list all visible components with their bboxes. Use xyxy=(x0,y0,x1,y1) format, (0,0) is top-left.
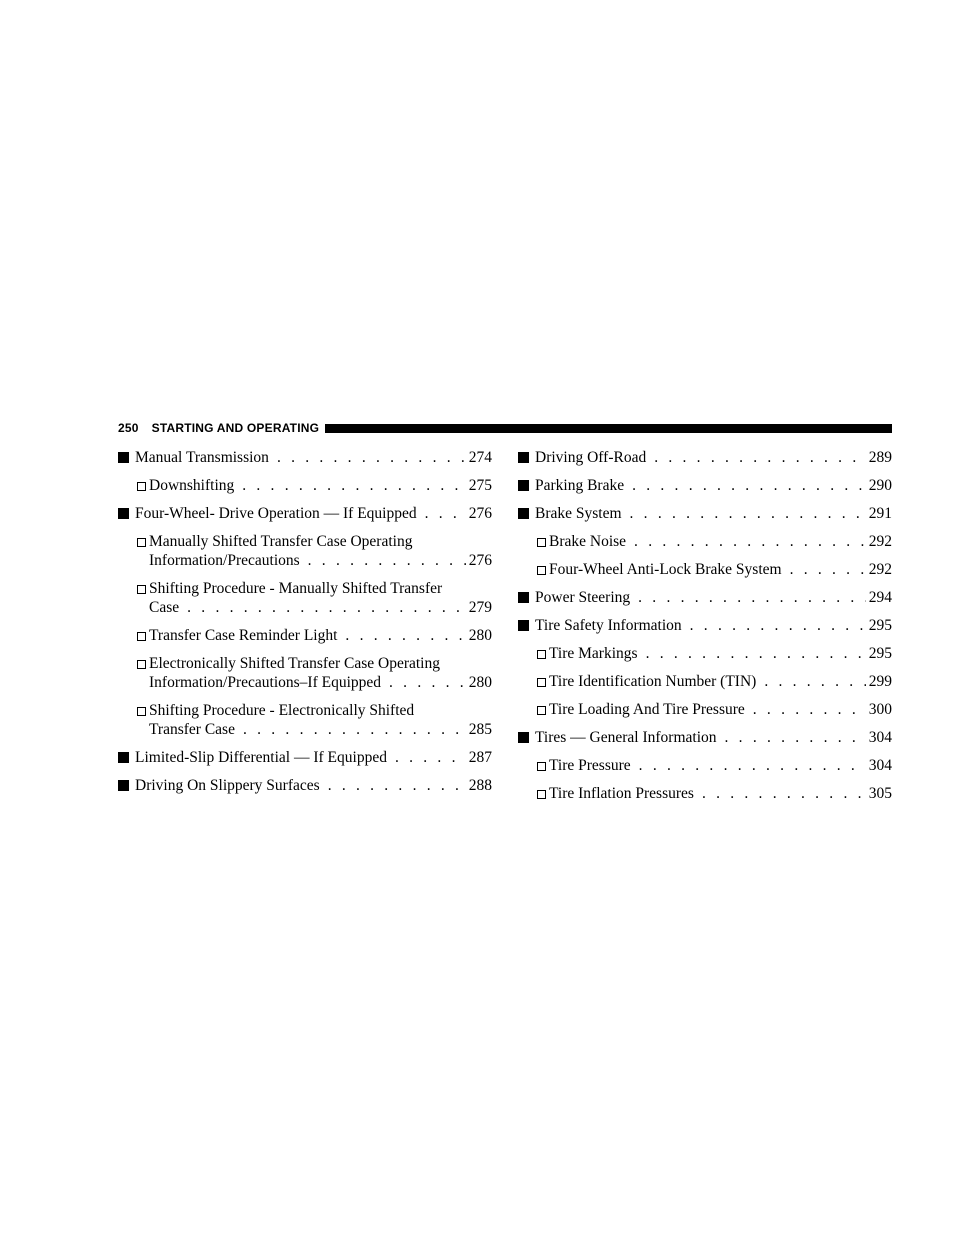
open-square-bullet-icon xyxy=(137,626,149,645)
header-rule xyxy=(325,424,892,433)
dot-leader xyxy=(345,626,465,645)
open-square-bullet-icon xyxy=(137,579,149,598)
toc-entry-title: Manually Shifted Transfer Case Operating xyxy=(149,533,413,550)
toc-entry-title: Driving On Slippery Surfaces xyxy=(135,777,320,794)
toc-entry-title: Downshifting xyxy=(149,477,235,494)
filled-square-bullet-icon xyxy=(118,504,135,523)
filled-square-bullet-icon xyxy=(518,588,535,607)
filled-square-bullet-icon xyxy=(518,616,535,635)
toc-entry[interactable] xyxy=(518,616,892,635)
toc-entry[interactable] xyxy=(518,448,892,467)
toc-entry-title: Limited-Slip Differential — If Equipped xyxy=(135,749,387,766)
toc-entry-title: Manual Transmission xyxy=(135,449,269,466)
open-square-bullet-icon xyxy=(137,532,149,551)
dot-leader xyxy=(328,776,466,795)
toc-entry[interactable] xyxy=(518,504,892,523)
toc-entry-title: Shifting Procedure - Manually Shifted Transfer xyxy=(149,580,443,597)
toc-entry[interactable] xyxy=(118,776,492,795)
toc-entry-title: Transfer Case Reminder Light xyxy=(149,627,338,644)
toc-left-column xyxy=(118,448,492,804)
toc-entry-title: Brake System xyxy=(535,505,622,522)
open-square-bullet-icon xyxy=(537,644,549,663)
dot-leader xyxy=(632,476,866,495)
toc-entry-title: Shifting Procedure - Electronically Shifted xyxy=(149,702,415,719)
dot-leader xyxy=(764,672,865,691)
toc-page-number: 285 xyxy=(468,721,492,738)
toc-page-number: 280 xyxy=(468,674,492,691)
dot-leader xyxy=(639,756,866,775)
toc-page-number: 276 xyxy=(468,552,492,569)
dot-leader xyxy=(725,728,866,747)
dot-leader xyxy=(277,448,466,467)
dot-leader xyxy=(242,476,466,495)
filled-square-bullet-icon xyxy=(118,748,135,767)
toc-page-number: 291 xyxy=(868,505,892,522)
toc-entry-title: Brake Noise xyxy=(549,533,627,550)
toc-entry-title: Tires — General Information xyxy=(535,729,717,746)
open-square-bullet-icon xyxy=(137,654,149,673)
toc-entry-title: Transfer Case xyxy=(149,721,235,738)
toc-page-number: 274 xyxy=(468,449,492,466)
toc-page-number: 276 xyxy=(468,505,492,522)
toc-page-number: 280 xyxy=(468,627,492,644)
filled-square-bullet-icon xyxy=(118,776,135,795)
open-square-bullet-icon xyxy=(537,784,549,803)
toc-entry-title: Tire Inflation Pressures xyxy=(549,785,694,802)
toc-page-number: 275 xyxy=(468,477,492,494)
toc-page-number: 279 xyxy=(468,599,492,616)
dot-leader xyxy=(638,588,866,607)
dot-leader xyxy=(654,448,866,467)
toc-subentry[interactable] xyxy=(518,672,892,691)
open-square-bullet-icon xyxy=(537,672,549,691)
toc-subentry[interactable] xyxy=(118,626,492,645)
toc-entry-title: Case xyxy=(149,599,180,616)
toc-page-number: 300 xyxy=(868,701,892,718)
toc-entry[interactable] xyxy=(118,748,492,767)
toc-page-number: 304 xyxy=(868,729,892,746)
toc-entry-title: Tire Safety Information xyxy=(535,617,682,634)
open-square-bullet-icon xyxy=(137,476,149,495)
toc-subentry[interactable] xyxy=(118,654,492,692)
toc-subentry[interactable] xyxy=(118,579,492,617)
toc-page-number: 299 xyxy=(868,673,892,690)
dot-leader xyxy=(790,560,866,579)
toc-entry-title: Parking Brake xyxy=(535,477,625,494)
toc-entry[interactable] xyxy=(518,476,892,495)
dot-leader xyxy=(690,616,866,635)
toc-subentry[interactable] xyxy=(118,701,492,739)
dot-leader xyxy=(243,720,466,739)
toc-entry-title: Tire Identification Number (TIN) xyxy=(549,673,757,690)
toc-subentry[interactable] xyxy=(518,644,892,663)
toc-right-column xyxy=(518,448,892,812)
dot-leader xyxy=(702,784,866,803)
dot-leader xyxy=(634,532,866,551)
open-square-bullet-icon xyxy=(537,560,549,579)
toc-entry-title: Information/Precautions–If Equipped xyxy=(149,674,382,691)
filled-square-bullet-icon xyxy=(518,448,535,467)
toc-subentry[interactable] xyxy=(518,756,892,775)
toc-subentry[interactable] xyxy=(118,476,492,495)
dot-leader xyxy=(389,673,466,692)
toc-page-number: 295 xyxy=(868,617,892,634)
toc-entry-title: Tire Loading And Tire Pressure xyxy=(549,701,745,718)
toc-subentry[interactable] xyxy=(118,532,492,570)
toc-subentry[interactable] xyxy=(518,560,892,579)
toc-page-number: 288 xyxy=(468,777,492,794)
toc-entry[interactable] xyxy=(118,504,492,523)
toc-entry-title: Power Steering xyxy=(535,589,631,606)
dot-leader xyxy=(630,504,866,523)
toc-entry-title: Information/Precautions xyxy=(149,552,300,569)
toc-page-number: 304 xyxy=(868,757,892,774)
toc-page-number: 287 xyxy=(468,749,492,766)
toc-page-number: 290 xyxy=(868,477,892,494)
dot-leader xyxy=(395,748,466,767)
toc-entry[interactable] xyxy=(118,448,492,467)
toc-page-number: 292 xyxy=(868,533,892,550)
toc-entry-title: Electronically Shifted Transfer Case Operating xyxy=(149,655,440,672)
toc-subentry[interactable] xyxy=(518,532,892,551)
filled-square-bullet-icon xyxy=(518,504,535,523)
filled-square-bullet-icon xyxy=(118,448,135,467)
section-title: STARTING AND OPERATING xyxy=(151,421,320,435)
page-number: 250 xyxy=(118,421,139,435)
toc-entry-title: Driving Off-Road xyxy=(535,449,647,466)
open-square-bullet-icon xyxy=(537,756,549,775)
open-square-bullet-icon xyxy=(537,532,549,551)
toc-entry[interactable] xyxy=(518,728,892,747)
toc-page-number: 295 xyxy=(868,645,892,662)
toc-entry[interactable] xyxy=(518,588,892,607)
toc-entry-title: Tire Markings xyxy=(549,645,638,662)
filled-square-bullet-icon xyxy=(518,476,535,495)
toc-page-number: 305 xyxy=(868,785,892,802)
page-header xyxy=(118,420,892,436)
filled-square-bullet-icon xyxy=(518,728,535,747)
dot-leader xyxy=(425,504,466,523)
toc-subentry[interactable] xyxy=(518,700,892,719)
toc-entry-title: Four-Wheel Anti-Lock Brake System xyxy=(549,561,782,578)
toc-entry-title: Four-Wheel- Drive Operation — If Equipped xyxy=(135,505,417,522)
dot-leader xyxy=(187,598,466,617)
dot-leader xyxy=(308,551,466,570)
open-square-bullet-icon xyxy=(537,700,549,719)
toc-page-number: 289 xyxy=(868,449,892,466)
dot-leader xyxy=(646,644,866,663)
toc-entry-title: Tire Pressure xyxy=(549,757,631,774)
toc-page-number: 292 xyxy=(868,561,892,578)
dot-leader xyxy=(753,700,866,719)
open-square-bullet-icon xyxy=(137,701,149,720)
toc-page-number: 294 xyxy=(868,589,892,606)
toc-subentry[interactable] xyxy=(518,784,892,803)
